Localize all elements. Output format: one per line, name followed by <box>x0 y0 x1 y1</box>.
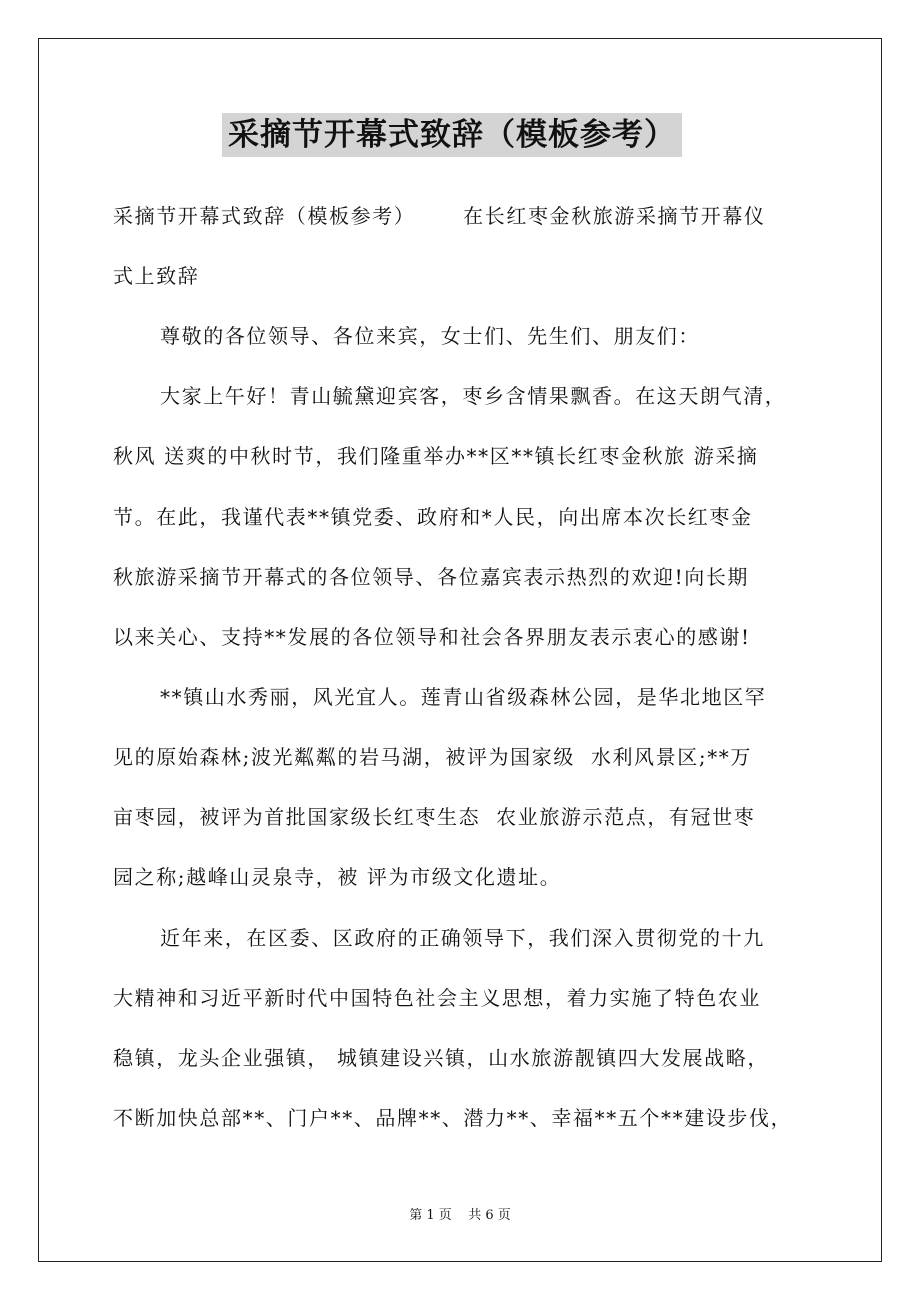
text-line: 园之称;越峰山灵泉寺，被 评为市级文化遗址。 <box>113 865 562 889</box>
text-line: 以来关心、支持**发展的各位领导和社会各界朋友表示衷心的感谢! <box>113 625 751 649</box>
text-line: 亩枣园，被评为首批国家级长红枣生态 农业旅游示范点，有冠世枣 <box>113 805 756 829</box>
text-line: 式上致辞 <box>113 264 200 288</box>
text-line: 采摘节开幕式致辞（模板参考） 在长红枣金秋旅游采摘节开幕仪 <box>113 204 766 228</box>
text-line: 近年来，在区委、区政府的正确领导下，我们深入贯彻党的十九 <box>160 926 765 950</box>
document-title: 采摘节开幕式致辞（模板参考） <box>222 113 682 157</box>
text-line: 大家上午好！青山毓黛迎宾客，枣乡含情果飘香。在这天朗气清， <box>160 384 787 408</box>
text-line: 节。在此，我谨代表**镇党委、政府和*人民，向出席本次长红枣金 <box>113 505 753 529</box>
text-line: 稳镇，龙头企业强镇， 城镇建设兴镇，山水旅游靓镇四大发展战略， <box>113 1046 769 1070</box>
text-line: 尊敬的各位领导、各位来宾，女士们、先生们、朋友们： <box>160 324 700 348</box>
text-line: 秋旅游采摘节开幕式的各位领导、各位嘉宾表示热烈的欢迎!向长期 <box>113 565 750 589</box>
text-line: 秋风 送爽的中秋时节，我们隆重举办**区**镇长红枣金秋旅 游采摘 <box>113 444 759 468</box>
text-line: 大精神和习近平新时代中国特色社会主义思想，着力实施了特色农业 <box>113 986 761 1010</box>
text-line: 不断加快总部**、门户**、品牌**、潜力**、幸福**五个**建设步伐， <box>113 1106 793 1130</box>
text-line: **镇山水秀丽，风光宜人。莲青山省级森林公园，是华北地区罕 <box>160 685 767 709</box>
text-line: 见的原始森林;波光粼粼的岩马湖，被评为国家级 水利风景区;**万 <box>113 745 752 769</box>
page-number-footer: 第 1 页 共 6 页 <box>409 1208 511 1223</box>
